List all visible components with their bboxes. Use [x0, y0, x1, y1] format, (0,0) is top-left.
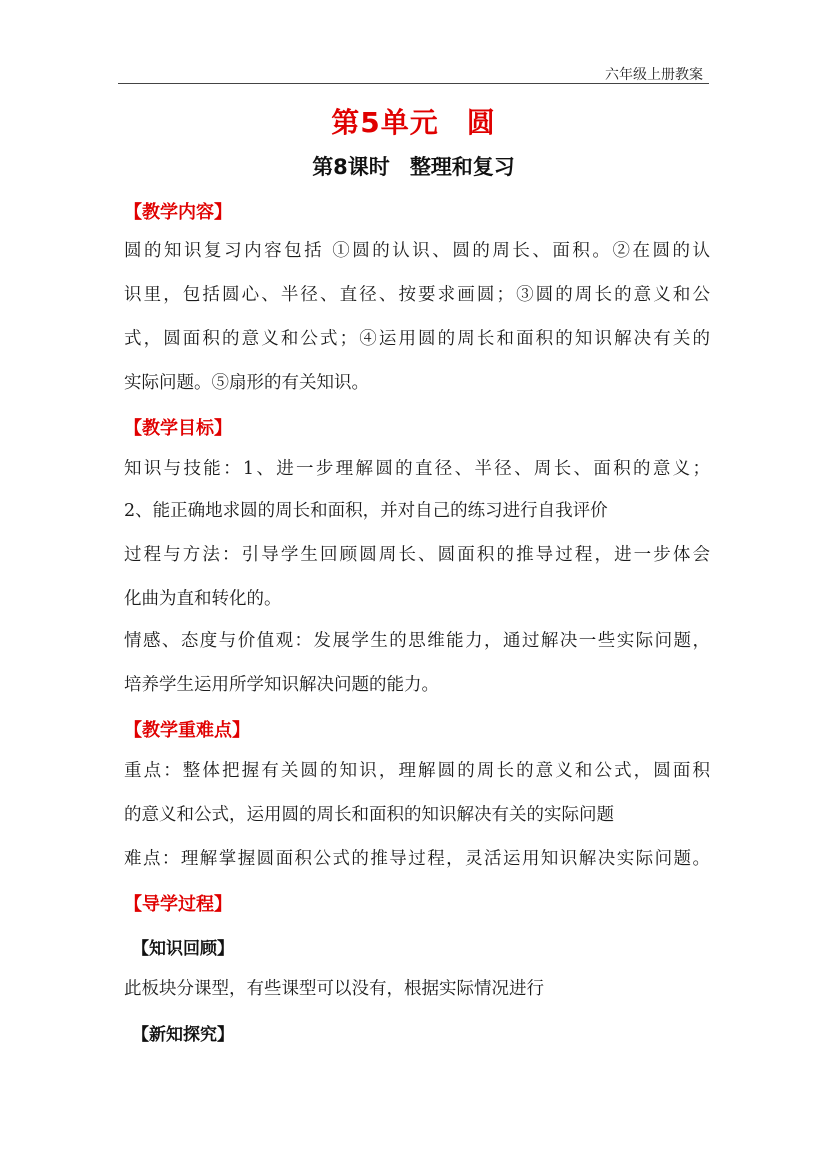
- goals-line: 培养学生运用所学知识解决问题的能力。: [124, 675, 439, 695]
- unit-title: [0, 101, 827, 141]
- goals-line: 过程与方法：引导学生回顾圆周长、圆面积的推导过程，进一步体会: [124, 545, 710, 565]
- review-text: 此板块分课型，有些课型可以没有，根据实际情况进行: [124, 979, 544, 999]
- unit-name: 圆: [466, 106, 496, 139]
- content-line: 实际问题。⑤扇形的有关知识。: [124, 373, 369, 393]
- header-label: 六年级上册教案: [605, 67, 703, 83]
- goals-line: 知识与技能：1、进一步理解圆的直径、半径、周长、面积的意义；: [124, 459, 710, 479]
- goals-line: 2、能正确地求圆的周长和面积，并对自己的练习进行自我评价: [124, 501, 608, 521]
- section-heading-goals: 【教学目标】: [124, 418, 232, 439]
- lesson-name: 整理和复习: [409, 155, 515, 179]
- subheading-review: 【知识回顾】: [132, 939, 234, 959]
- section-heading-key-points: 【教学重难点】: [124, 720, 250, 741]
- lesson-title: [0, 151, 827, 181]
- content-line: 圆的知识复习内容包括 ①圆的认识、圆的周长、面积。②在圆的认: [124, 241, 710, 261]
- lesson-number: 第8课时: [312, 155, 390, 179]
- section-heading-process: 【导学过程】: [124, 894, 232, 915]
- key-points-line: 的意义和公式，运用圆的周长和面积的知识解决有关的实际问题: [124, 805, 614, 825]
- section-heading-content: 【教学内容】: [124, 202, 232, 223]
- key-points-line: 重点：整体把握有关圆的知识，理解圆的周长的意义和公式，圆面积: [124, 761, 710, 781]
- content-line: 识里，包括圆心、半径、直径、按要求画圆；③圆的周长的意义和公: [124, 285, 710, 305]
- goals-line: 情感、态度与价值观：发展学生的思维能力，通过解决一些实际问题，: [124, 631, 710, 651]
- unit-number: 第5单元: [331, 106, 439, 139]
- content-line: 式，圆面积的意义和公式；④运用圆的周长和面积的知识解决有关的: [124, 329, 710, 349]
- key-points-line: 难点：理解掌握圆面积公式的推导过程，灵活运用知识解决实际问题。: [124, 849, 710, 869]
- goals-line: 化曲为直和转化的。: [124, 589, 282, 609]
- header-rule: [118, 83, 709, 84]
- subheading-explore: 【新知探究】: [132, 1025, 234, 1045]
